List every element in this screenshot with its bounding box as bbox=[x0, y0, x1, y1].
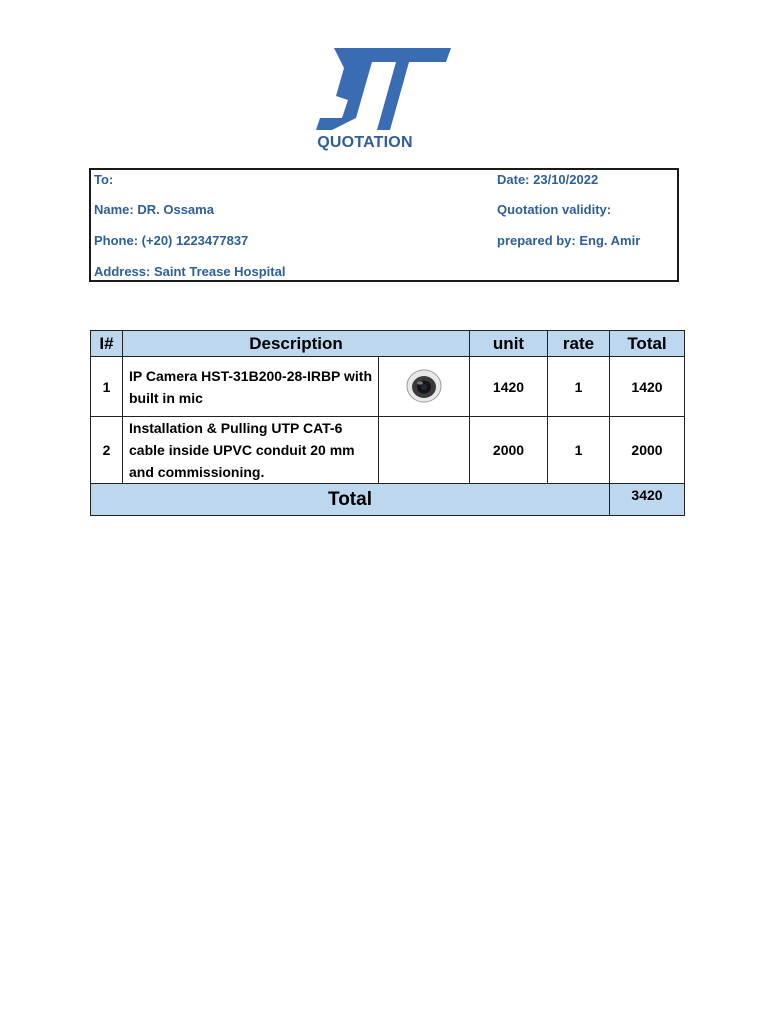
row-image-cell bbox=[379, 357, 470, 417]
document-title: QUOTATION bbox=[317, 134, 413, 151]
row-rate: 1 bbox=[548, 357, 610, 417]
row-description: IP Camera HST-31B200-28-IRBP with built in mic bbox=[123, 357, 379, 417]
total-row bbox=[91, 484, 685, 516]
quotation-date: Date: 23/10/2022 bbox=[497, 172, 599, 187]
header-total: Total bbox=[610, 331, 685, 357]
prepared-by: prepared by: Eng. Amir bbox=[497, 233, 641, 248]
row-index: 2 bbox=[91, 417, 123, 484]
header-description: Description bbox=[123, 331, 470, 357]
row-unit: 1420 bbox=[470, 357, 548, 417]
customer-address: Address: Saint Trease Hospital bbox=[94, 264, 286, 279]
quotation-table bbox=[90, 330, 685, 516]
table-header-row bbox=[91, 331, 685, 357]
customer-name: Name: DR. Ossama bbox=[94, 202, 214, 217]
st-logo-icon bbox=[316, 44, 452, 134]
row-image-cell bbox=[379, 417, 470, 484]
row-total: 2000 bbox=[610, 417, 685, 484]
row-index: 1 bbox=[91, 357, 123, 417]
quotation-validity: Quotation validity: bbox=[497, 202, 612, 217]
table-row bbox=[91, 357, 685, 417]
row-description: Installation & Pulling UTP CAT-6 cable inside UPVC conduit 20 mm and commissioning. bbox=[123, 417, 379, 484]
row-rate: 1 bbox=[548, 417, 610, 484]
header-unit: unit bbox=[470, 331, 548, 357]
customer-phone: Phone: (+20) 1223477837 bbox=[94, 233, 249, 248]
total-label: Total bbox=[91, 484, 610, 516]
row-unit: 2000 bbox=[470, 417, 548, 484]
header-index: I# bbox=[91, 331, 123, 357]
grand-total-value: 3420 bbox=[610, 484, 685, 516]
table-row bbox=[91, 417, 685, 484]
row-total: 1420 bbox=[610, 357, 685, 417]
header-rate: rate bbox=[548, 331, 610, 357]
dome-camera-icon bbox=[404, 365, 444, 405]
to-label: To: bbox=[94, 172, 114, 187]
